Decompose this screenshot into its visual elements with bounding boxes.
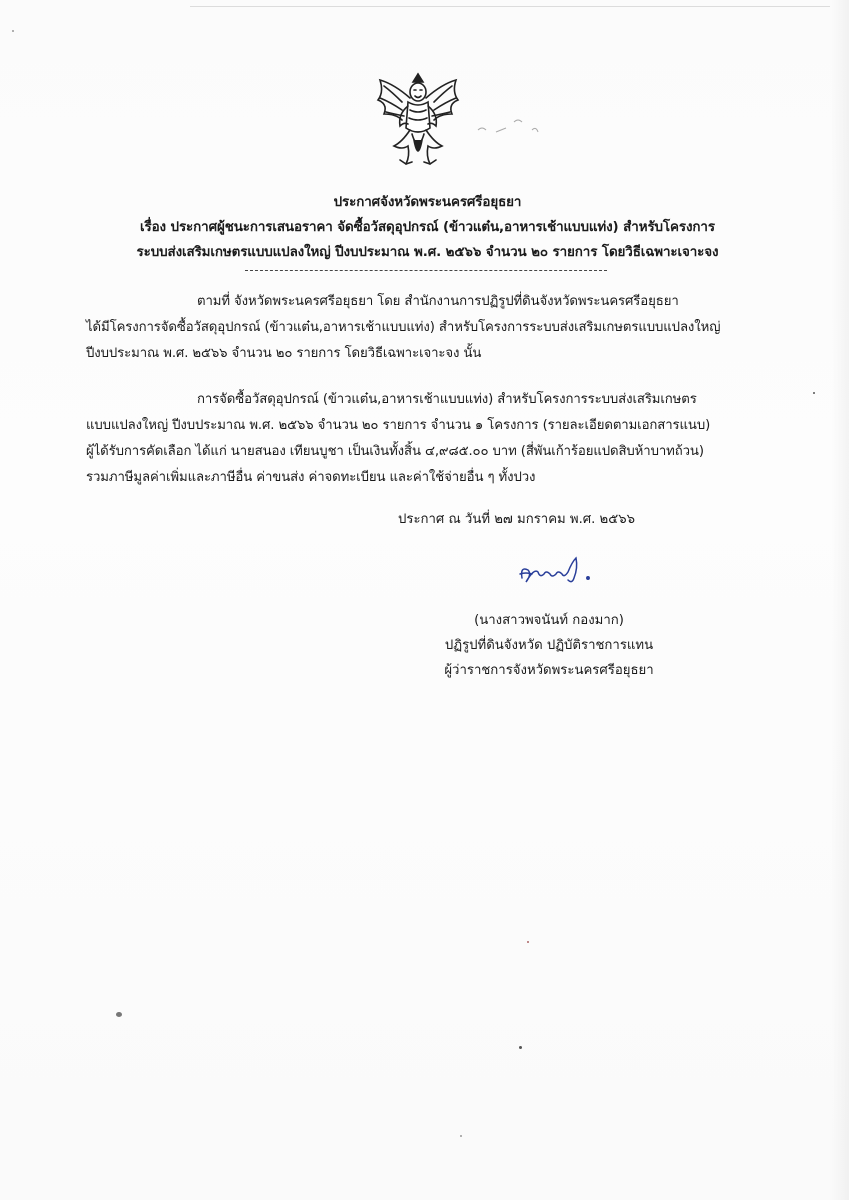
scan-shadow — [831, 0, 849, 1200]
signer-position-1: ปฏิรูปที่ดินจังหวัด ปฏิบัติราชการแทน — [444, 638, 654, 653]
title-divider — [245, 270, 607, 271]
signer-name: (นางสาวพจนันท์ กองมาก) — [474, 613, 624, 628]
title-line-2: เรื่อง ประกาศผู้ชนะการเสนอราคา จัดซื้อวัสดุอุปกรณ์ (ข้าวแต๋น,อาหารเช้าแบบแท่ง) สำหรับโครงการ — [140, 220, 715, 235]
scan-speck — [519, 1046, 522, 1049]
document-title — [60, 190, 795, 265]
paragraph-1-line-1: ตามที่ จังหวัดพระนครศรีอยุธยา โดย สำนักงานการปฏิรูปที่ดินจังหวัดพระนครศรีอยุธยา — [197, 294, 679, 309]
scan-speck — [116, 1012, 122, 1017]
garuda-emblem-icon — [372, 70, 464, 170]
paragraph-2-line-3: ผู้ได้รับการคัดเลือก ได้แก่ นายสนอง เทียนบูชา เป็นเงินทั้งสิ้น ๔,๙๘๕.๐๐ บาท (สี่พันเก้าร้อยแปดสิบห้าบาทถ้วน) — [86, 444, 704, 459]
scan-speck — [460, 1135, 462, 1137]
announce-date: ประกาศ ณ วันที่ ๒๗ มกราคม พ.ศ. ๒๕๖๖ — [398, 512, 635, 527]
title-line-1: ประกาศจังหวัดพระนครศรีอยุธยา — [333, 195, 522, 210]
handwritten-signature — [512, 548, 602, 592]
paragraph-2-line-4: รวมภาษีมูลค่าเพิ่มและภาษีอื่น ค่าขนส่ง ค่าจดทะเบียน และค่าใช้จ่ายอื่น ๆ ทั้งปวง — [86, 470, 536, 485]
paragraph-2-line-1: การจัดซื้อวัสดุอุปกรณ์ (ข้าวแต๋น,อาหารเช้าแบบแท่ง) สำหรับโครงการระบบส่งเสริมเกษตร — [197, 392, 697, 407]
signer-position-2: ผู้ว่าราชการจังหวัดพระนครศรีอยุธยา — [444, 663, 654, 678]
scan-mark — [476, 112, 546, 136]
paragraph-2 — [86, 387, 746, 491]
paragraph-2-line-2: แบบแปลงใหญ่ ปีงบประมาณ พ.ศ. ๒๕๖๖ จำนวน ๒๐ รายการ จำนวน ๑ โครงการ (รายละเอียดตามเอกสารแนบ) — [86, 418, 711, 433]
scan-speck — [527, 941, 529, 943]
signature-block — [414, 608, 684, 683]
paragraph-1-line-2: ได้มีโครงการจัดซื้อวัสดุอุปกรณ์ (ข้าวแต๋น,อาหารเช้าแบบแท่ง) สำหรับโครงการระบบส่งเสริมเกษตรแบบแปลงใหญ่ — [86, 320, 721, 335]
scan-edge — [190, 6, 830, 7]
scan-speck — [12, 30, 14, 32]
title-line-3: ระบบส่งเสริมเกษตรแบบแปลงใหญ่ ปีงบประมาณ พ.ศ. ๒๕๖๖ จำนวน ๒๐ รายการ โดยวิธีเฉพาะเจาะจง — [136, 245, 719, 260]
paragraph-1-line-3: ปีงบประมาณ พ.ศ. ๒๕๖๖ จำนวน ๒๐ รายการ โดยวิธีเฉพาะเจาะจง นั้น — [86, 346, 482, 361]
paragraph-1 — [86, 289, 746, 367]
scan-speck — [813, 392, 815, 394]
